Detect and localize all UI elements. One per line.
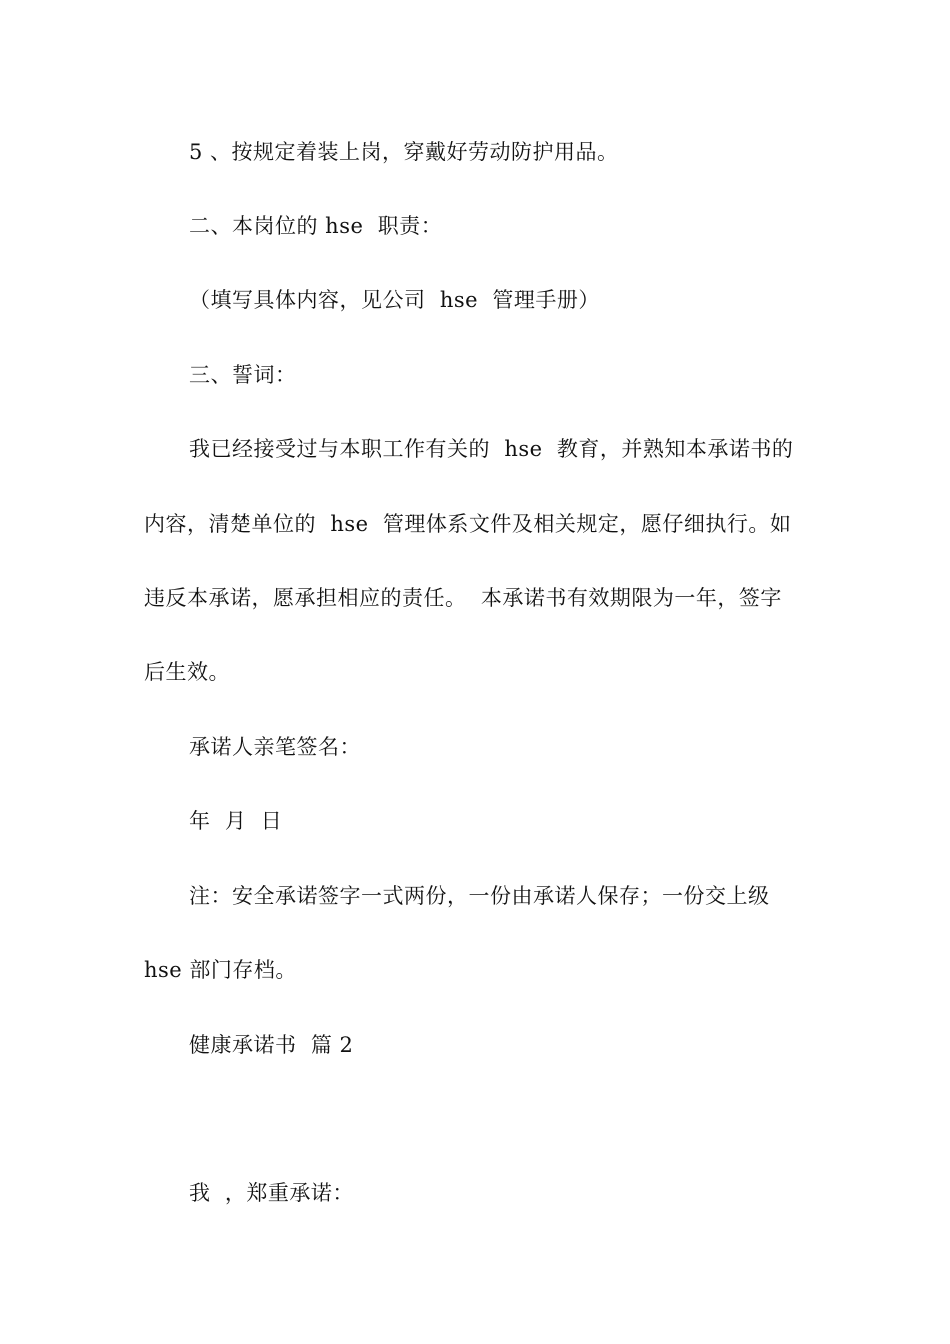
clause-5-text: 5 、按规定着装上岗，穿戴好劳动防护用品。 — [189, 140, 619, 164]
oath-paragraph-line-4: 后生效。 — [144, 660, 230, 684]
section-3-heading: 三、誓词： — [189, 363, 297, 387]
section-title-part-2: 健康承诺书 篇 2 — [189, 1033, 354, 1057]
oath-paragraph-line-1: 我已经接受过与本职工作有关的 hse 教育，并熟知本承诺书的 — [189, 437, 794, 461]
section-2-heading: 二、本岗位的 hse 职责： — [189, 214, 443, 238]
oath-paragraph-line-3: 违反本承诺，愿承担相应的责任。 本承诺书有效期限为一年，签字 — [144, 586, 782, 610]
signature-label: 承诺人亲笔签名： — [189, 735, 361, 759]
section-2-note: （填写具体内容，见公司 hse 管理手册） — [189, 288, 600, 312]
date-line: 年 月 日 — [189, 809, 283, 833]
note-line-1: 注：安全承诺签字一式两份，一份由承诺人保存；一份交上级 — [189, 884, 770, 908]
oath-paragraph-line-2: 内容，清楚单位的 hse 管理体系文件及相关规定，愿仔细执行。如 — [144, 512, 792, 536]
pledge-opening: 我 ，郑重承诺： — [189, 1181, 354, 1205]
note-line-2: hse 部门存档。 — [144, 958, 297, 982]
